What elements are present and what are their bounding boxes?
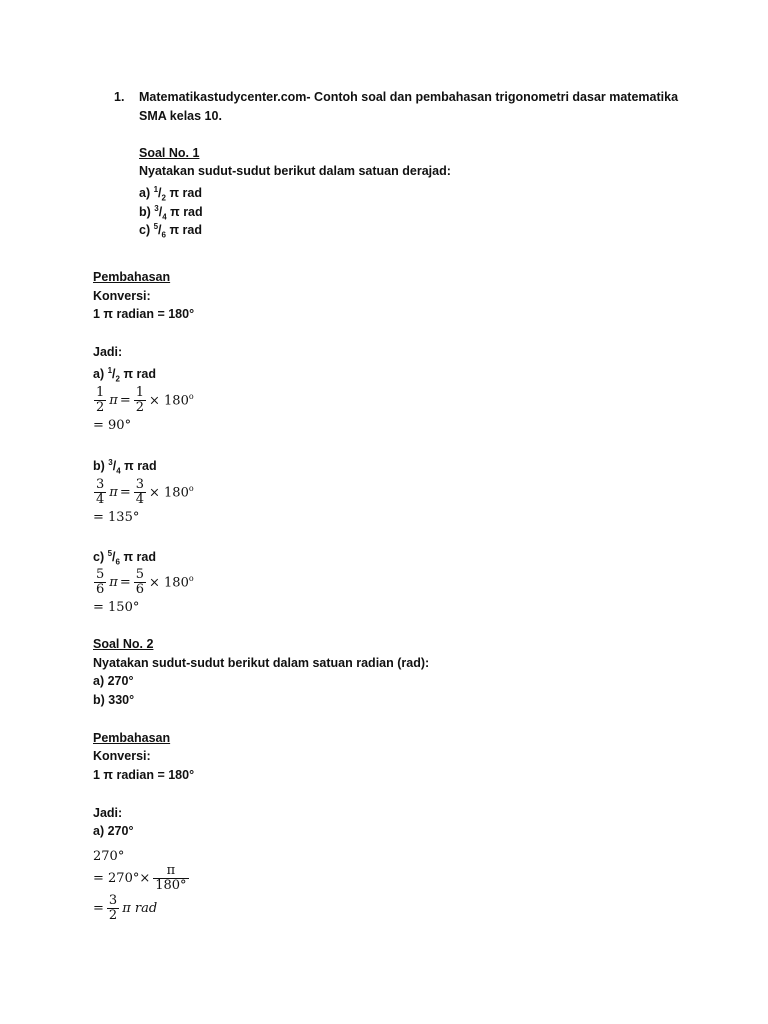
pembahasan-2-konversi: Konversi: bbox=[93, 749, 151, 763]
pembahasan-1-part-a-result: = 90° bbox=[93, 418, 132, 433]
pembahasan-2-jadi: Jadi: bbox=[93, 806, 123, 820]
pembahasan-1-konversi: Konversi: bbox=[93, 289, 151, 303]
pembahasan-1-part-a-equation: $\frac{1}{2}$ π = $\frac{1}{2}$ × $180^o$ bbox=[96, 385, 194, 415]
pembahasan-1-part-c-equation: $\frac{5}{6}$ π = $\frac{5}{6}$ × $180^o$ bbox=[96, 567, 194, 597]
pembahasan-1-part-b-result: = 135° bbox=[93, 510, 140, 525]
pembahasan-1-part-a-label: a) $^1/_2$ π rad bbox=[93, 366, 156, 384]
pembahasan-1-rule: 1 π radian = 180° bbox=[93, 307, 195, 321]
intro-line-2: SMA kelas 10. bbox=[139, 109, 222, 123]
soal-2-title: Soal No. 2 bbox=[93, 637, 154, 651]
pembahasan-2-step-2: = 270°× $\frac{\pi}{180^\circ}$ bbox=[93, 863, 187, 893]
pembahasan-2-step-1: 270° bbox=[93, 849, 125, 864]
intro-line-1: Matematikastudycenter.com- Contoh soal dan pembahasan trigonometri dasar matematika bbox=[139, 90, 679, 104]
soal-2-item-b: b) 330° bbox=[93, 693, 135, 707]
pembahasan-2-title: Pembahasan bbox=[93, 731, 171, 745]
pembahasan-1-title: Pembahasan bbox=[93, 270, 171, 284]
pembahasan-2-step-3: = $\frac{3}{2}$ π rad bbox=[93, 893, 158, 923]
pembahasan-2-part-a-label: a) 270° bbox=[93, 824, 134, 838]
soal-2-prompt: Nyatakan sudut-sudut berikut dalam satuan radian (rad): bbox=[93, 656, 430, 670]
pembahasan-2-rule: 1 π radian = 180° bbox=[93, 768, 195, 782]
pembahasan-1-part-b-equation: $\frac{3}{4}$ π = $\frac{3}{4}$ × $180^o$ bbox=[96, 477, 194, 507]
soal-2-item-a: a) 270° bbox=[93, 674, 134, 688]
soal-1-item-a: a) $^1/_2$ π rad bbox=[139, 185, 202, 203]
soal-1-title: Soal No. 1 bbox=[139, 146, 200, 160]
pembahasan-1-part-c-result: = 150° bbox=[93, 600, 140, 615]
list-number: 1. bbox=[114, 90, 125, 104]
soal-1-item-b: b) $^3/_4$ π rad bbox=[139, 204, 203, 222]
pembahasan-1-jadi: Jadi: bbox=[93, 345, 123, 359]
pembahasan-1-part-c-label: c) $^5/_6$ π rad bbox=[93, 549, 156, 567]
soal-1-prompt: Nyatakan sudut-sudut berikut dalam satuan derajad: bbox=[139, 164, 451, 178]
soal-1-item-c: c) $^5/_6$ π rad bbox=[139, 222, 202, 240]
pembahasan-1-part-b-label: b) $^3/_4$ π rad bbox=[93, 458, 157, 476]
